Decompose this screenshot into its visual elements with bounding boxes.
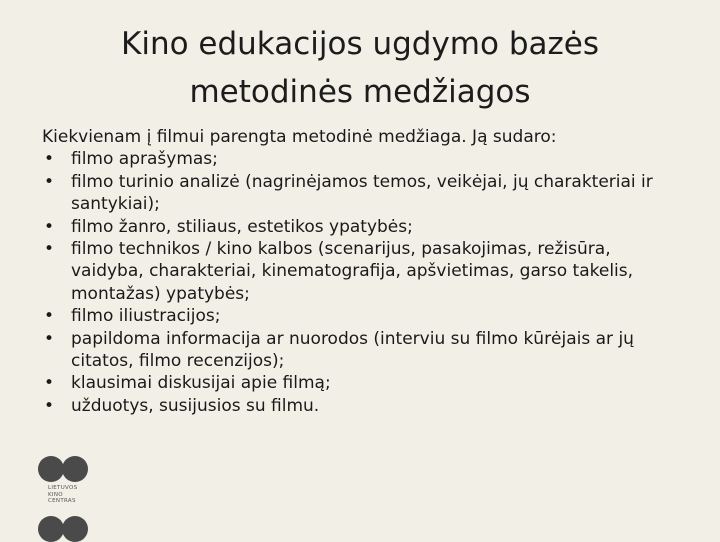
list-item: [42, 216, 682, 238]
bullet-icon: •: [44, 239, 55, 260]
bullet-icon: •: [44, 395, 55, 416]
bullet-icon: •: [44, 171, 55, 192]
list-item-text: filmo technikos / kino kalbos (scenarijus, pasakojimas, režisūra, vaidyba, charakteriai, kinematografija, apšvietimas, garso takelis, montažas) ypatybės;: [71, 239, 634, 304]
logo-text-line: LIETUVOS: [48, 485, 78, 491]
list-item: [42, 171, 682, 216]
list-item-text: papildoma informacija ar nuorodos (interviu su filmo kūrėjais ar jų citatos, filmo recenzijos);: [71, 328, 634, 372]
logo-text: [48, 485, 88, 505]
list-item: [42, 372, 682, 394]
list-item-text: filmo iliustracijos;: [71, 306, 221, 327]
list-item: [42, 148, 682, 170]
bullet-icon: •: [44, 373, 55, 394]
logo-text-line: CENTRAS: [48, 498, 76, 504]
logo-circle-icon: [62, 516, 88, 542]
list-item-text: klausimai diskusijai apie filmą;: [71, 373, 331, 394]
logo-text-line: KINO: [48, 491, 63, 498]
list-item: [42, 395, 682, 417]
list-item: [42, 328, 682, 373]
intro-text: Kiekvienam į filmui parengta metodinė medžiaga. Ją sudaro:: [42, 127, 557, 147]
logo-circle-icon: [38, 456, 64, 482]
title-line-1: Kino edukacijos ugdymo bazės: [121, 26, 599, 62]
bullet-icon: •: [44, 149, 55, 170]
bullet-icon: •: [44, 306, 55, 327]
bullet-icon: •: [44, 216, 55, 237]
list-item: [42, 238, 682, 305]
list-item: [42, 305, 682, 327]
bullet-list: [42, 148, 682, 417]
list-item-text: užduotys, susijusios su filmu.: [71, 395, 320, 416]
slide-body: [42, 126, 682, 417]
list-item-text: filmo aprašymas;: [71, 149, 218, 170]
list-item-text: filmo turinio analizė (nagrinėjamos temos, veikėjai, jų charakteriai ir santykiai);: [71, 171, 653, 215]
title-line-2: metodinės medžiagos: [189, 74, 531, 110]
logo-circle-icon: [38, 516, 64, 542]
lkc-logo: [38, 456, 98, 540]
list-item-text: filmo žanro, stiliaus, estetikos ypatybės;: [71, 216, 413, 237]
slide-title: [60, 20, 660, 116]
logo-circle-icon: [62, 456, 88, 482]
bullet-icon: •: [44, 328, 55, 349]
